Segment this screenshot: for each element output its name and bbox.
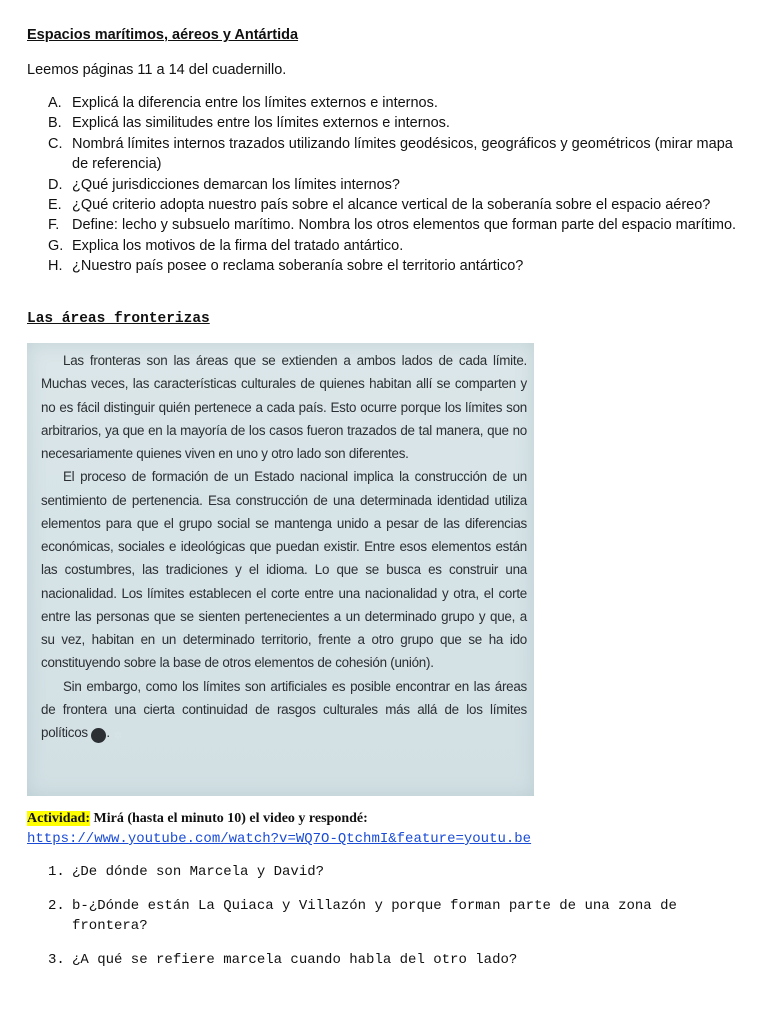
scan-paragraph: Las fronteras son las áreas que se extienden a ambos lados de cada límite. Muchas veces, las características culturales de quienes habitan allí se comparten y no es fácil distinguir quién pertenece a cada país. Esto ocurre porque los límites son arbitrarios, ya que en la mayoría de los casos fueron trazados de tal manera, que no necesariamente quienes viven en uno y otro lado son diferentes. [41, 353, 527, 461]
question-letter: G. [48, 237, 64, 254]
question-text: ¿Nuestro país posee o reclama soberanía sobre el territorio antártico? [72, 258, 524, 275]
question-item [30, 256, 750, 276]
activity-question-number: 1. [48, 864, 65, 880]
activity-question-text: ¿A qué se refiere marcela cuando habla del otro lado? [72, 951, 518, 968]
textbook-scan-image [27, 343, 534, 796]
question-text: Explicá la diferencia entre los límites externos e internos. [72, 95, 438, 111]
activity-question-number: 2. [48, 897, 65, 914]
asterisk-badge-icon: ✲ [91, 728, 106, 743]
activity-questions-list [30, 862, 730, 983]
question-letter: F. [48, 217, 60, 234]
video-link[interactable]: https://www.youtube.com/watch?v=WQ7O-QtchmI&feature=youtu.be [27, 831, 532, 847]
question-item [30, 134, 750, 175]
activity-instruction: Mirá (hasta el minuto 10) el video y respondé: [90, 811, 368, 826]
question-item [30, 195, 750, 215]
activity-question-item [30, 896, 730, 937]
question-item [30, 175, 750, 195]
question-text: ¿Qué criterio adopta nuestro país sobre el alcance vertical de la soberanía sobre el espacio aéreo? [72, 197, 711, 214]
scan-text-block [41, 349, 527, 744]
section-title: Las áreas fronterizas [27, 311, 210, 327]
question-letter: H. [48, 258, 63, 275]
activity-question-item [30, 950, 730, 971]
activity-label: Actividad: [27, 811, 90, 826]
activity-line [27, 811, 368, 827]
question-item [30, 93, 750, 113]
question-letter: D. [48, 176, 63, 193]
activity-question-text: ¿De dónde son Marcela y David? [72, 864, 325, 880]
question-item [30, 215, 750, 235]
scan-paragraph-text: Sin embargo, como los límites son artificiales es posible encontrar en las áreas de frontera una cierta continuidad de rasgos culturales más allá de los límites políticos [41, 678, 527, 740]
question-text: Explicá las similitudes entre los límites externos e internos. [72, 115, 450, 132]
question-text: ¿Qué jurisdicciones demarcan los límites internos? [72, 176, 400, 193]
question-text: Nombrá límites internos trazados utilizando límites geodésicos, geográficos y geométricos (mirar mapa de referencia) [72, 135, 733, 173]
question-letter: B. [48, 115, 62, 132]
question-item [30, 113, 750, 133]
activity-question-text: b-¿Dónde están La Quiaca y Villazón y porque forman parte de una zona de frontera? [72, 897, 677, 934]
question-text: Define: lecho y subsuelo marítimo. Nombra los otros elementos que forman parte del espacio marítimo. [72, 217, 737, 234]
questions-list [30, 93, 750, 277]
activity-question-item [30, 862, 730, 883]
document-title: Espacios marítimos, aéreos y Antártida [27, 27, 299, 43]
question-letter: A. [48, 95, 62, 111]
question-text: Explica los motivos de la firma del tratado antártico. [72, 237, 404, 254]
scan-paragraph: El proceso de formación de un Estado nacional implica la construcción de un sentimiento de pertenencia. Esa construcción de una determinada identidad utiliza elementos para que el grupo social se mantenga unido a pesar de las diferencias económicas, sociales e ideológicas que puedan existir. Entre esos elementos están las costumbres, las tradiciones y el idioma. Lo que se busca es construir una nacionalidad. Los límites establecen el corte entre una nacionalidad y otra, el corte entre las personas que se sienten pertenecientes a un determinado grupo y que, a su vez, habitan en un determinado territorio, frente a otro grupo que se ha ido constituyendo sobre la base de otros elementos de cohesión (unión). [41, 469, 527, 671]
question-item [30, 236, 750, 256]
question-letter: C. [48, 135, 63, 152]
scan-paragraph: Sin embargo, como los límites son artificiales es posible encontrar en las áreas de frontera una cierta continuidad de rasgos culturales más allá de los límites políticos ✲. [41, 678, 527, 742]
question-letter: E. [48, 197, 62, 214]
activity-question-number: 3. [48, 951, 65, 968]
intro-text: Leemos páginas 11 a 14 del cuadernillo. [27, 62, 287, 78]
